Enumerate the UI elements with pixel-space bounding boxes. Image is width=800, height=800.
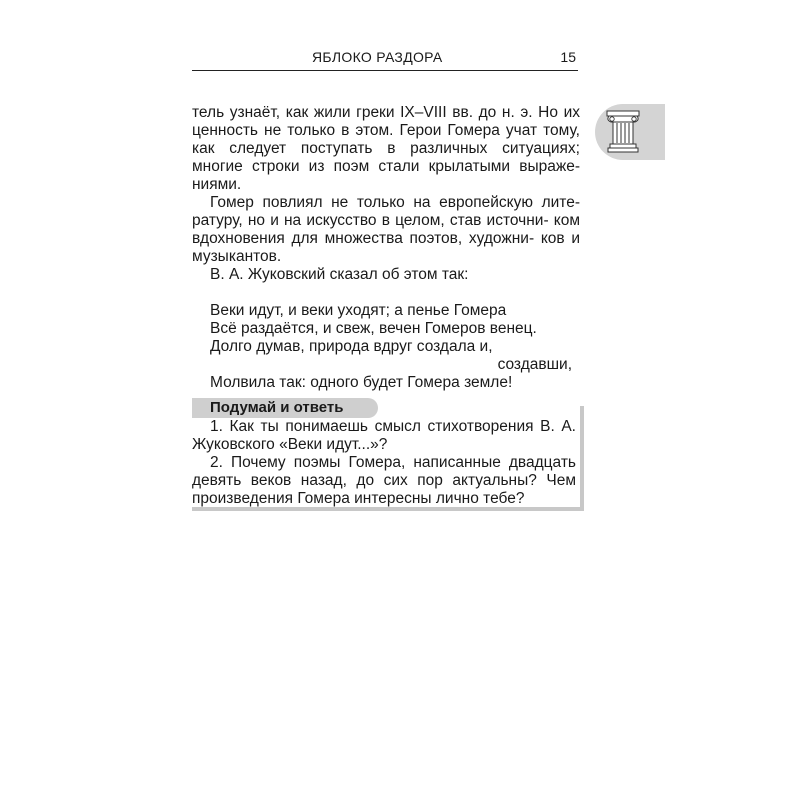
page-header xyxy=(192,48,578,71)
exercise-questions xyxy=(192,418,576,508)
poem-line: Долго думав, природа вдруг создала и, xyxy=(210,338,493,355)
chapter-side-tab xyxy=(595,104,665,160)
paragraph: В. А. Жуковский сказал об этом так: xyxy=(210,266,469,283)
paragraph: тель узнаёт, как жили греки IX–VIII вв. до н. э. Но их ценность не только в этом. Герои Гомера учат тому, как следует поступать в различных ситуациях; многие строки из поэм стали крылатыми выраже- ниями. xyxy=(192,104,580,193)
main-text xyxy=(192,104,580,392)
exercise-label: Подумай и ответь xyxy=(192,398,378,418)
poem xyxy=(210,302,580,392)
running-title: ЯБЛОКО РАЗДОРА xyxy=(312,49,443,65)
exercise-box xyxy=(192,398,584,513)
paragraph: Гомер повлиял не только на европейскую лите- ратуру, но и на искусство в целом, став источни- ком вдохновения для множества поэтов, художни- ков и музыкантов. xyxy=(192,194,580,265)
poem-line: Веки идут, и веки уходят; а пенье Гомера xyxy=(210,302,507,319)
poem-line: Всё раздаётся, и свеж, вечен Гомеров венец. xyxy=(210,320,537,337)
page-number: 15 xyxy=(560,49,576,65)
poem-line: создавши, xyxy=(497,356,572,373)
question: 2. Почему поэмы Гомера, написанные двадцать девять веков назад, до сих пор актуальны? Чем произведения Гомера интересны лично тебе? xyxy=(192,454,576,507)
poem-line: Молвила так: одного будет Гомера земле! xyxy=(210,374,513,391)
question: 1. Как ты понимаешь смысл стихотворения В. А. Жуковского «Веки идут...»? xyxy=(192,418,576,453)
greek-column-icon xyxy=(605,110,641,154)
